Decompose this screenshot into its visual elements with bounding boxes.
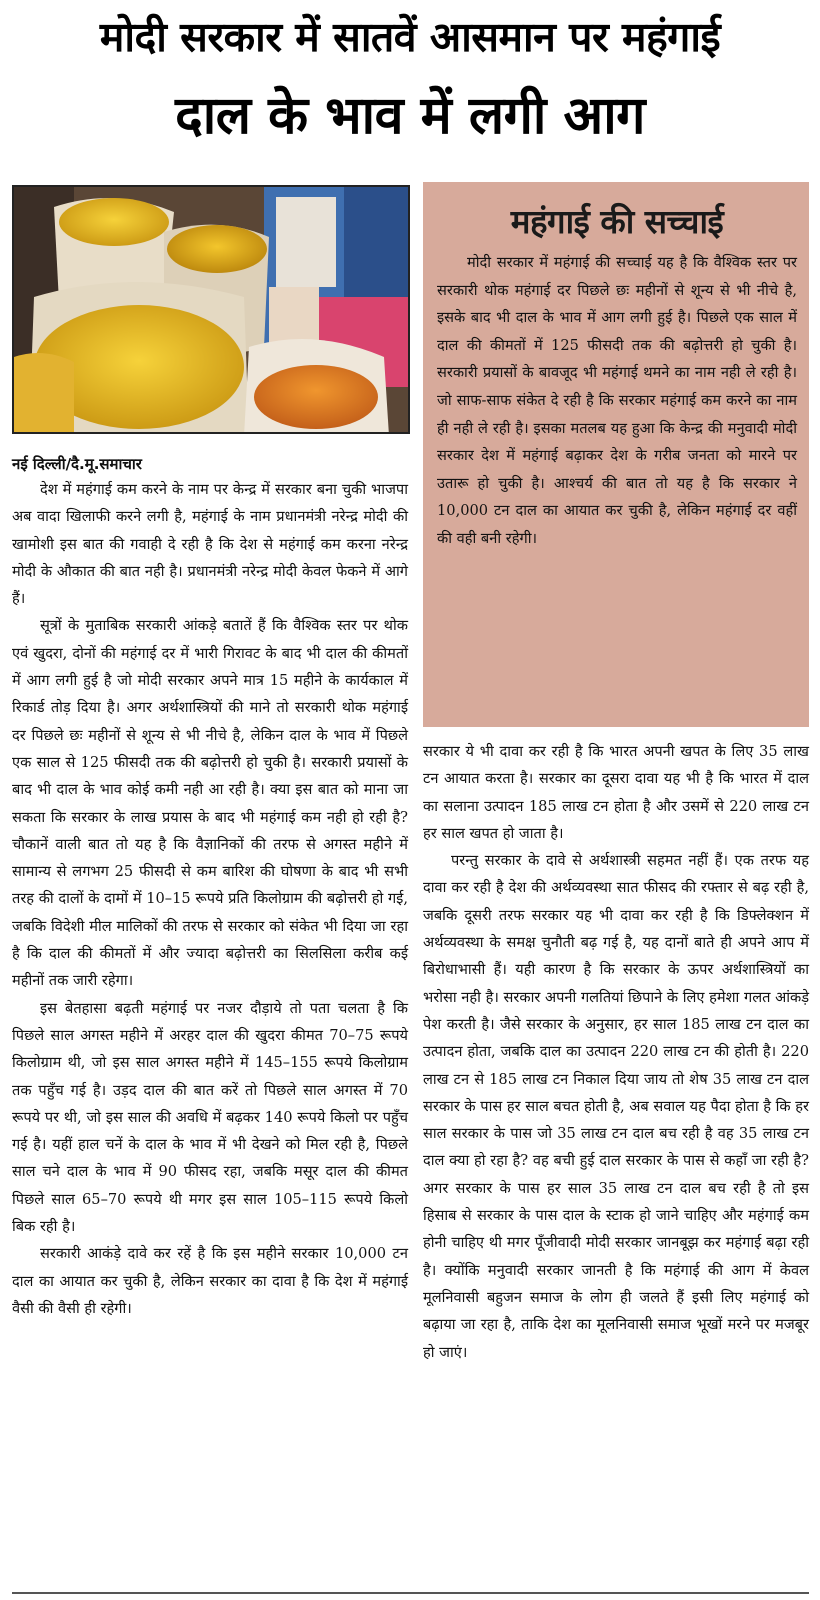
article-paragraph: देश में महंगाई कम करने के नाम पर केन्द्र में सरकार बना चुकी भाजपा अब वादा खिलाफी करने लगी है, महंगाई के नाम प्रधानमंत्री नरेन्द्र मोदी की खामोशी इस बात की गवाही दे रही है कि देश से महंगाई कम करना नरेन्द्र मोदी के औकात की बात नही है। प्रधानमंत्री नरेन्द्र मोदी केवल फेकने में आगे हैं। [12, 481, 408, 608]
article-paragraph: इस बेतहासा बढ़ती महंगाई पर नजर दौड़ाये तो पता चलता है कि पिछले साल अगस्त महीने में अरहर दाल की खुदरा कीमत 70–75 रूपये किलोग्राम थी, जो इस साल अगस्त महीने में 145–155 रूपये किलोग्राम तक पहुँच गई है। उड़द दाल की बात करें तो पिछले साल अगस्त में 70 रूपये पर थी, जो इस साल की अवधि में बढ़कर 140 रूपये किलो पर पहुँच गई है। यहीं हाल चनें के दाल के भाव में भी देखने को मिल रही है, पिछले साल चने दाल के भाव में 90 फीसद रहा, जबकि मसूर दाल की कीमत पिछले साल 65–70 रूपये थी मगर इस साल 105–115 रूपये किलो बिक रही है। [12, 999, 408, 1236]
dateline: नई दिल्ली/दै.मू.समाचार [12, 455, 142, 473]
sidebar-box [423, 182, 809, 727]
page-bottom-rule [12, 1592, 809, 1594]
article-right-column [423, 738, 809, 1366]
sidebar-body: मोदी सरकार में महंगाई की सच्चाई यह है कि वैश्विक स्तर पर सरकारी थोक महंगाई दर पिछले छः महीनों से शून्य से भी नीचे है, इसके बाद भी दाल के भाव में आग लगी हुई है। पिछले एक साल में दाल की कीमतों में 125 फीसदी तक की बढ़ोत्तरी हो चुकी है। सरकारी प्रयासों के बावजूद भी महंगाई थमने का नाम नही ले रही है। जो साफ-साफ संकेत दे रही है कि सरकार महंगाई कम करने का नाम ही नही ले रही है। इसका मतलब यह हुआ कि केन्द्र की मनुवादी मोदी सरकार देश में महंगाई बढ़ाकर देश के गरीब जनता को मारने पर उतारू हो चुकी है। आश्चर्य की बात तो यह है कि सरकार ने 10,000 टन दाल का आयात कर चुकी है, लेकिन महंगाई दर वहीं की वही बनी रहेगी। [437, 254, 797, 547]
lentil-sacks-photo [12, 185, 410, 434]
article-left-column [12, 452, 408, 1322]
headline-line-1: मोदी सरकार में सातवें आसमान पर महंगाई [99, 13, 721, 61]
article-paragraph: सरकार ये भी दावा कर रही है कि भारत अपनी खपत के लिए 35 लाख टन आयात करता है। सरकार का दूसरा दावा यह भी है कि भारत में दाल का सलाना उत्पादन 185 लाख टन होता है और उसमें से 220 लाख टन हर साल खपत हो जाता है। [423, 743, 809, 842]
article-paragraph: सरकारी आकंड़े दावे कर रहें है कि इस महीने सरकार 10,000 टन दाल का आयात कर चुकी है, लेकिन सरकार का दावा है कि देश में महंगाई वैसी की वैसी ही रहेगी। [12, 1245, 408, 1317]
sidebar-title: महंगाई की सच्चाई [510, 202, 724, 241]
article-paragraph: सूत्रों के मुताबिक सरकारी आंकड़े बतातें हैं कि वैश्विक स्तर पर थोक एवं खुदरा, दोनों की महंगाई दर में भारी गिरावट के बाद भी दाल की कीमतों में आग लगी हुई है जो मोदी सरकार अपने मात्र 15 महीने के कार्यकाल में रिकार्ड तोड़ दिया है। अगर अर्थशास्त्रियों की माने तो सरकारी थोक महंगाई दर पिछले छः महीनों से शून्य से भी नीचे है, लेकिन दाल के भाव में पिछले एक साल से 125 फीसदी तक की बढ़ोत्तरी हो चुकी है। सरकारी प्रयासों के बाद भी दाल के भाव कोई कमी नही आ रही है। क्या इस बात को माना जा सकता कि सरकार के लाख प्रयास के बाद भी महंगाई कम नही हो रही है? चौकानें वाली बात तो यह है कि वैज्ञानिकों की तरफ से अगस्त महीने में सामान्य से लगभग 25 फीसदी से कम बारिश की घोषणा के बाद भी सभी तरह की दालों के दामों में 10–15 रूपये प्रति किलोग्राम की बढ़ोत्तरी हो गई, जबकि विदेशी मील मालिकों की तरफ से सरकार को संकेत भी दिया जा रहा है कि दाल की कीमतों में और ज्यादा बढ़ोत्तरी का सिलसिला करीब कई महीनों तक जारी रहेगा। [12, 617, 408, 990]
article-paragraph: परन्तु सरकार के दावे से अर्थशास्त्री सहमत नहीं हैं। एक तरफ यह दावा कर रही है देश की अर्थव्यवस्था सात फीसद की रफ्तार से बढ़ रही है, जबकि दूसरी तरफ सरकार यह भी दावा कर रही है कि डिफ्लेक्शन में अर्थव्यवस्था के समक्ष चुनौती बढ़ गई है, यह दानों बाते ही अपने आप में बिरोधाभासी हैं। यही कारण है कि सरकार के ऊपर अर्थशास्त्रियों का भरोसा नही है। सरकार अपनी गलतियां छिपाने के लिए हमेशा गलत आंकड़े पेश करती है। जैसे सरकार के अनुसार, हर साल 185 लाख टन दाल का उत्पादन होता, जबकि दाल का उत्पादन 220 लाख टन की होती है। 220 लाख टन से 185 लाख टन निकाल दिया जाय तो शेष 35 लाख टन दाल सरकार के पास हर साल बचत होती है, अब सवाल यह पैदा होता है कि हर साल सरकार के पास जो 35 लाख टन दाल बच रही है वह 35 लाख टन दाल क्या हो रहा है? वह बची हुई दाल सरकार के पास से कहाँ जा रही है? अगर सरकार के पास हर साल 35 लाख टन दाल बच रही है तो इस हिसाब से सरकार के पास दाल के स्टाक हो जाने चाहिए और महंगाई कम होनी चाहिए थी मगर पूँजीवादी मोदी सरकार जानबूझ कर महंगाई बढ़ा रही है। क्योंकि मनुवादी सरकार जानती है कि महंगाई की आग में केवल मूलनिवासी बहुजन समाज के लोग ही जलते हैं इसी लिए महंगाई को बढ़ाया जा रहा है, ताकि देश का मूलनिवासी समाज भूखों मरने पर मजबूर हो जाएं। [423, 852, 809, 1361]
headline-line-2: दाल के भाव में लगी आग [175, 86, 645, 146]
